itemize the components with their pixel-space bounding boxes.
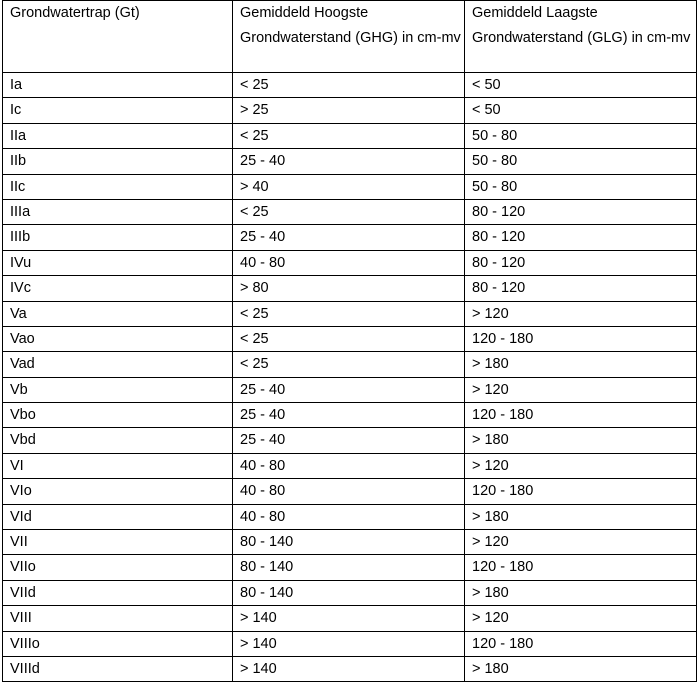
table-row [3,174,697,199]
cell-gt: VIIo [3,555,233,580]
cell-glg: 50 - 80 [465,174,697,199]
cell-glg: 80 - 120 [465,276,697,301]
cell-ghg: > 140 [233,656,465,681]
cell-ghg: > 40 [233,174,465,199]
cell-glg: 80 - 120 [465,225,697,250]
table-row [3,301,697,326]
cell-gt: IIIa [3,199,233,224]
cell-ghg: < 25 [233,352,465,377]
cell-ghg: 80 - 140 [233,555,465,580]
cell-glg: 50 - 80 [465,149,697,174]
header-ghg: Gemiddeld Hoogste Grondwaterstand (GHG) in cm-mv [233,1,465,73]
table-row [3,555,697,580]
table-row [3,606,697,631]
cell-gt: IIc [3,174,233,199]
cell-glg: > 180 [465,504,697,529]
table-row [3,250,697,275]
cell-ghg: 40 - 80 [233,479,465,504]
cell-glg: > 120 [465,301,697,326]
cell-gt: VIII [3,606,233,631]
table-row [3,403,697,428]
cell-glg: 120 - 180 [465,403,697,428]
cell-glg: 120 - 180 [465,555,697,580]
table-row [3,225,697,250]
cell-gt: Vad [3,352,233,377]
cell-ghg: 25 - 40 [233,403,465,428]
cell-gt: VId [3,504,233,529]
table-row [3,504,697,529]
cell-ghg: < 25 [233,326,465,351]
cell-gt: VIIIo [3,631,233,656]
cell-gt: Vbo [3,403,233,428]
cell-ghg: 25 - 40 [233,149,465,174]
cell-glg: 80 - 120 [465,199,697,224]
table-row [3,276,697,301]
cell-glg: > 120 [465,377,697,402]
cell-ghg: 40 - 80 [233,453,465,478]
cell-glg: < 50 [465,73,697,98]
cell-glg: > 180 [465,580,697,605]
cell-glg: > 120 [465,606,697,631]
table-row [3,631,697,656]
cell-ghg: 25 - 40 [233,377,465,402]
cell-ghg: 25 - 40 [233,428,465,453]
table-row [3,98,697,123]
groundwater-class-table [2,0,697,682]
cell-glg: > 180 [465,428,697,453]
table-row [3,428,697,453]
cell-ghg: 80 - 140 [233,580,465,605]
cell-ghg: < 25 [233,301,465,326]
cell-ghg: < 25 [233,123,465,148]
header-gt: Grondwatertrap (Gt) [3,1,233,73]
cell-ghg: > 140 [233,606,465,631]
cell-ghg: 40 - 80 [233,250,465,275]
cell-gt: Vao [3,326,233,351]
cell-gt: VIo [3,479,233,504]
cell-ghg: < 25 [233,73,465,98]
cell-ghg: > 80 [233,276,465,301]
table-row [3,199,697,224]
table-row [3,326,697,351]
cell-gt: Ic [3,98,233,123]
table-row [3,580,697,605]
table-row [3,530,697,555]
cell-gt: VIIId [3,656,233,681]
cell-gt: VIId [3,580,233,605]
cell-ghg: 25 - 40 [233,225,465,250]
cell-gt: IIb [3,149,233,174]
cell-glg: > 180 [465,352,697,377]
table-row [3,656,697,681]
cell-gt: IVu [3,250,233,275]
table-row [3,73,697,98]
table-row [3,149,697,174]
table-header [3,1,697,73]
cell-gt: Va [3,301,233,326]
cell-gt: IIa [3,123,233,148]
cell-glg: 120 - 180 [465,326,697,351]
table-row [3,453,697,478]
cell-gt: VII [3,530,233,555]
header-glg: Gemiddeld Laagste Grondwaterstand (GLG) in cm-mv [465,1,697,73]
cell-gt: Ia [3,73,233,98]
table-row [3,479,697,504]
cell-ghg: > 25 [233,98,465,123]
table-row [3,352,697,377]
table-row [3,377,697,402]
cell-gt: Vb [3,377,233,402]
table-header-row [3,1,697,73]
cell-gt: Vbd [3,428,233,453]
cell-glg: 120 - 180 [465,631,697,656]
table-body [3,73,697,682]
cell-glg: > 120 [465,530,697,555]
cell-gt: IIIb [3,225,233,250]
cell-glg: > 120 [465,453,697,478]
cell-gt: IVc [3,276,233,301]
cell-glg: > 180 [465,656,697,681]
cell-glg: 120 - 180 [465,479,697,504]
cell-gt: VI [3,453,233,478]
cell-glg: 80 - 120 [465,250,697,275]
cell-glg: < 50 [465,98,697,123]
cell-glg: 50 - 80 [465,123,697,148]
cell-ghg: > 140 [233,631,465,656]
cell-ghg: 40 - 80 [233,504,465,529]
cell-ghg: < 25 [233,199,465,224]
table-row [3,123,697,148]
cell-ghg: 80 - 140 [233,530,465,555]
